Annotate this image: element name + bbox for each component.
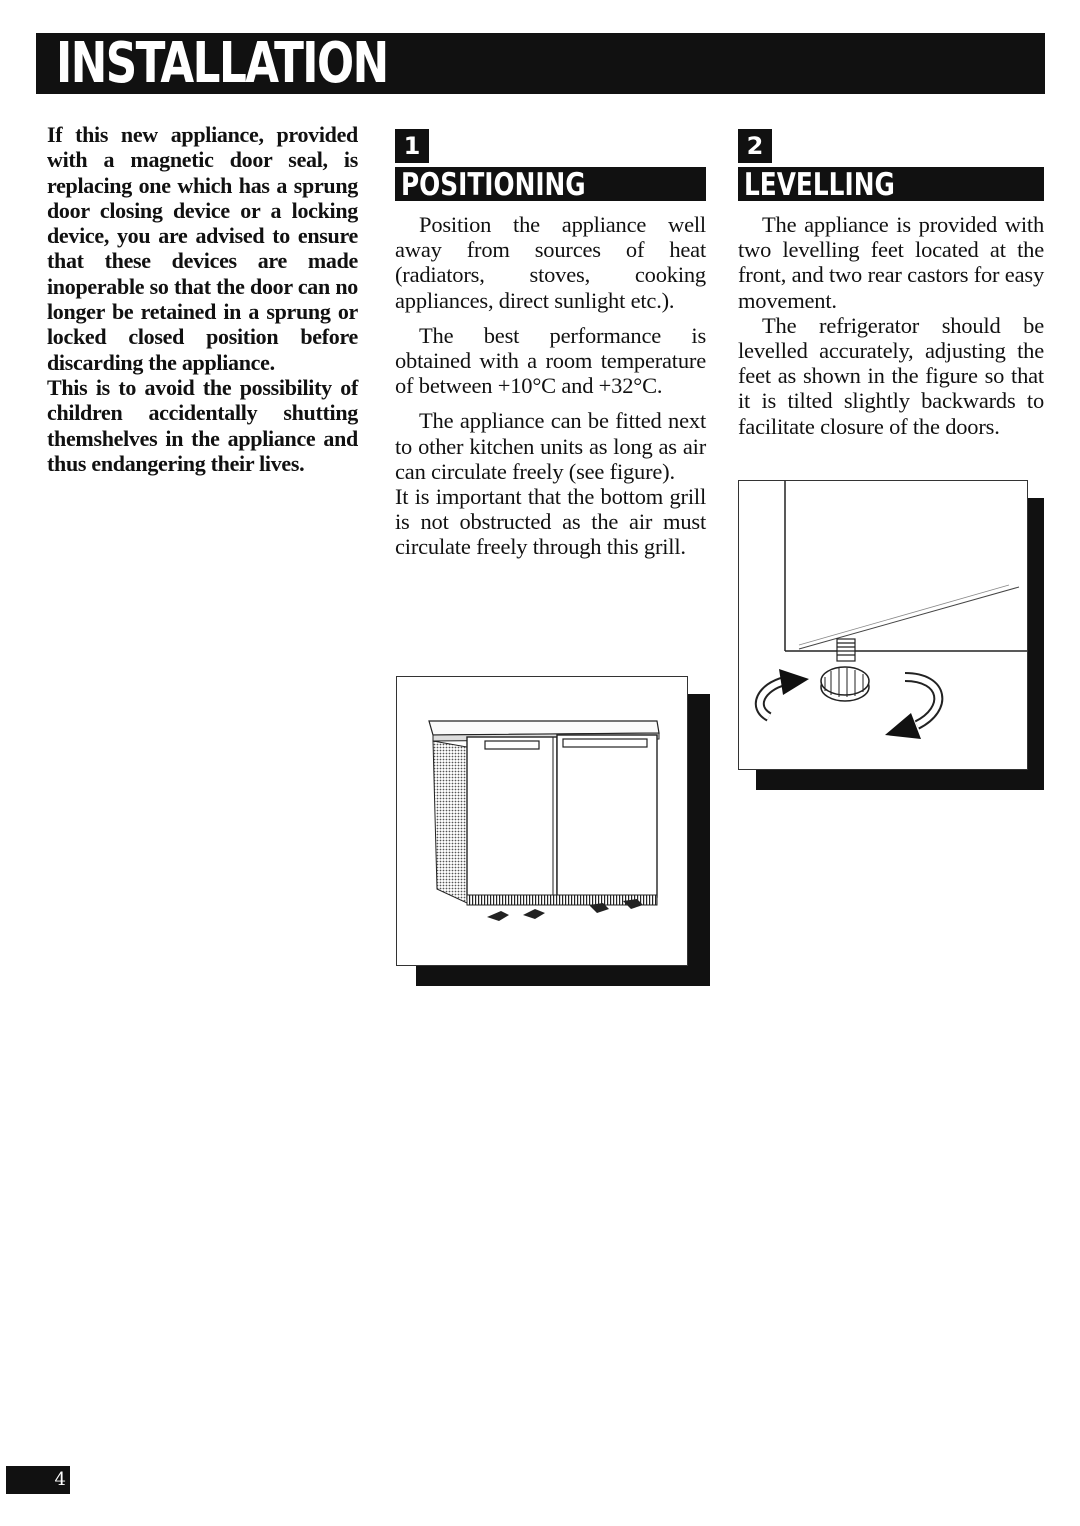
positioning-paragraph-2: The best performance is obtained with a room temperature of between +10°C and +32°C. xyxy=(395,322,706,399)
positioning-figure xyxy=(396,676,710,986)
header-banner xyxy=(36,33,1045,94)
section-title-positioning: POSITIONING xyxy=(401,167,586,203)
section-header-levelling xyxy=(738,167,1044,201)
levelling-figure xyxy=(738,480,1044,790)
warning-paragraph-1: If this new appliance, provided with a magnetic door seal, is replacing one which has a sprung door closing device or a locking device, you are advised to ensure that these devices are made inoperable so that the door can no longer be retained in a sprung or locked closed position before discarding the appliance. xyxy=(47,122,358,375)
appliance-icon xyxy=(397,677,687,965)
section-number-1: 1 xyxy=(395,129,429,163)
page-title: INSTALLATION xyxy=(56,31,388,96)
section-header-positioning xyxy=(395,167,706,201)
positioning-paragraph-4: It is important that the bottom grill is not obstructed as the air must circulate freely through this grill. xyxy=(395,484,706,560)
safety-warning xyxy=(47,122,358,476)
positioning-paragraph-1: Position the appliance well away from sources of heat (radiators, stoves, cooking appliances, direct sunlight etc.). xyxy=(395,212,706,313)
page-number: 4 xyxy=(6,1466,70,1494)
levelling-paragraph-1: The appliance is provided with two levelling feet located at the front, and two rear castors for easy movement. xyxy=(738,212,1044,313)
section-number-2: 2 xyxy=(738,129,772,163)
positioning-text xyxy=(395,212,706,560)
levelling-text xyxy=(738,212,1044,439)
section-title-levelling: LEVELLING xyxy=(744,167,895,203)
levelling-paragraph-2: The refrigerator should be levelled accurately, adjusting the feet as shown in the figure so that it is tilted slightly backwards to facilitate closure of the doors. xyxy=(738,312,1044,439)
positioning-paragraph-3: The appliance can be fitted next to other kitchen units as long as air can circulate freely (see figure). xyxy=(395,408,706,484)
warning-paragraph-2: This is to avoid the possibility of children accidentally shutting themshelves in the appliance and thus endangering their lives. xyxy=(47,374,358,476)
levelling-foot-icon xyxy=(739,481,1027,769)
